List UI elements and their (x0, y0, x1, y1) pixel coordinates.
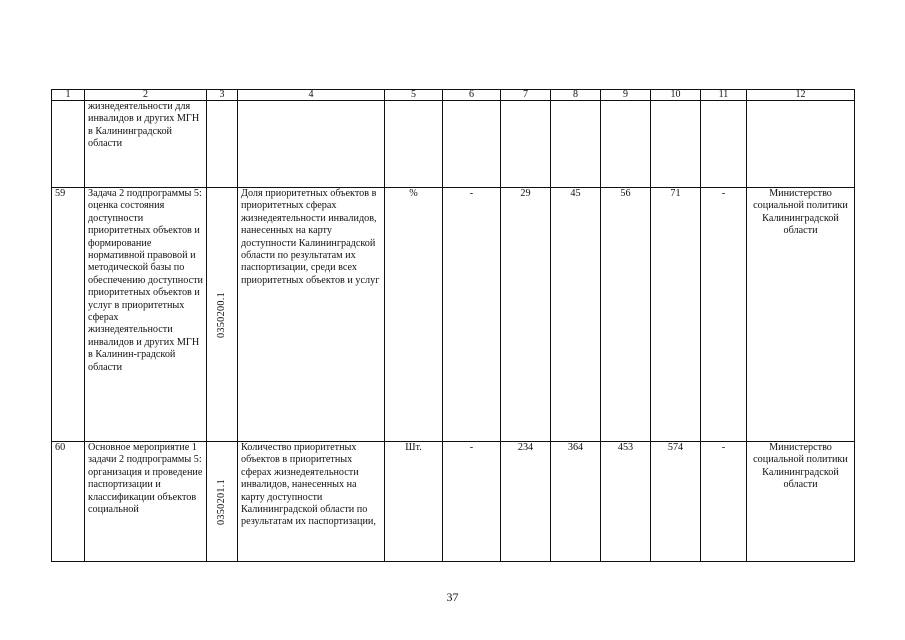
table-row (52, 188, 855, 442)
row-code: 0350201.1 (215, 478, 227, 525)
row-col-7 (501, 101, 551, 188)
row-responsible (747, 101, 855, 188)
row-col-10: 574 (651, 442, 701, 562)
row-name: Задача 2 подпрограммы 5: оценка состояния доступности приоритетных объектов и формирование нормативной правовой и методической базы по обеспечению доступности приоритетных объектов и услуг в приоритетных сферах жизнедеятельности инвалидов и других МГН в Калинин-градской области (85, 188, 207, 442)
row-indicator: Доля приоритетных объектов в приоритетных сферах жизнедеятельности инвалидов, нанесенных на карту доступности Калининградской области по результатам их паспортизации, среди всех приоритетных объектов и услуг (238, 188, 385, 442)
row-unit: Шт. (385, 442, 443, 562)
row-number (52, 101, 85, 188)
row-col-6: - (443, 188, 501, 442)
row-col-9 (601, 101, 651, 188)
header-row (52, 90, 855, 101)
row-col-6: - (443, 442, 501, 562)
col-header-7: 7 (501, 90, 551, 101)
table-row (52, 101, 855, 188)
row-col-7: 234 (501, 442, 551, 562)
row-number: 59 (52, 188, 85, 442)
row-code-cell (207, 101, 238, 188)
row-indicator (238, 101, 385, 188)
row-unit (385, 101, 443, 188)
row-name: жизнедеятельности для инвалидов и других МГН в Калининградской области (85, 101, 207, 188)
row-unit: % (385, 188, 443, 442)
row-col-8: 45 (551, 188, 601, 442)
row-number: 60 (52, 442, 85, 562)
col-header-9: 9 (601, 90, 651, 101)
row-col-6 (443, 101, 501, 188)
col-header-6: 6 (443, 90, 501, 101)
col-header-2: 2 (85, 90, 207, 101)
row-col-10: 71 (651, 188, 701, 442)
page-number: 37 (446, 590, 459, 604)
col-header-3: 3 (207, 90, 238, 101)
col-header-12: 12 (747, 90, 855, 101)
row-col-7: 29 (501, 188, 551, 442)
row-code: 0350200.1 (215, 291, 227, 338)
row-col-9: 56 (601, 188, 651, 442)
col-header-8: 8 (551, 90, 601, 101)
col-header-1: 1 (52, 90, 85, 101)
row-responsible: Министерство социальной политики Калининградской области (747, 442, 855, 562)
row-col-9: 453 (601, 442, 651, 562)
col-header-5: 5 (385, 90, 443, 101)
row-name: Основное мероприятие 1 задачи 2 подпрограммы 5: организация и проведение паспортизации и классификации объектов социальной (85, 442, 207, 562)
row-responsible: Министерство социальной политики Калининградской области (747, 188, 855, 442)
col-header-10: 10 (651, 90, 701, 101)
table-row (52, 442, 855, 562)
row-col-8: 364 (551, 442, 601, 562)
row-col-8 (551, 101, 601, 188)
data-table (51, 89, 855, 562)
row-col-11 (701, 101, 747, 188)
row-code-cell (207, 442, 238, 562)
col-header-11: 11 (701, 90, 747, 101)
row-col-11: - (701, 188, 747, 442)
row-col-11: - (701, 442, 747, 562)
row-code-cell (207, 188, 238, 442)
row-indicator: Количество приоритетных объектов в приоритетных сферах жизнедеятельности инвалидов, нанесенных на карту доступности Калининградской области по результатам их паспортизации, (238, 442, 385, 562)
col-header-4: 4 (238, 90, 385, 101)
row-col-10 (651, 101, 701, 188)
